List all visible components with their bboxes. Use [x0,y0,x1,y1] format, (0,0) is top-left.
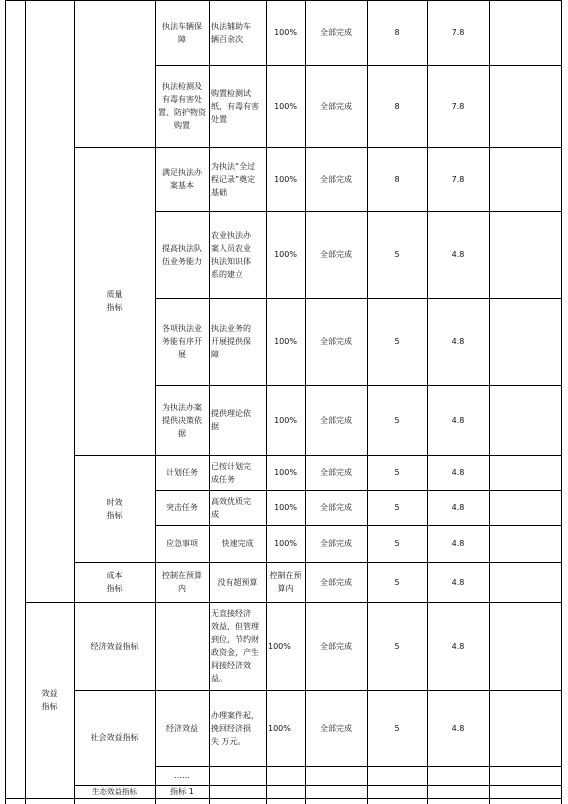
table-cell-note [489,525,561,562]
table-cell-weight: 5 [394,337,400,346]
table-cell-target: 100% [274,101,297,111]
table-cell-actual: 全部完成 [320,174,352,184]
table-cell-indicator: 指标 1 [170,787,194,796]
table-cell-weight: 5 [394,468,400,477]
table-cell-actual: 全部完成 [320,415,352,425]
table-cell-target: 100% [274,503,297,512]
table-cell-actual: 全部完成 [320,723,352,733]
table-cell-score: 4.8 [451,723,465,733]
table-cell-actual: 全部完成 [320,503,352,512]
table-cell-target [266,766,305,785]
table-cell-target [266,785,305,798]
table-cell-content: 无直接经济 效益，但管理 到位，节约财 政资金，产生 间接经济效 益。 [211,609,259,683]
level2-cost: 成本 指标 [106,571,123,593]
table-cell-indicator: 满足执法办 案基本 [162,168,202,190]
table-cell-note [489,65,561,147]
table-cell-actual: 全部完成 [320,641,352,651]
table-cell-score [427,766,489,785]
table-cell-target: 100% [274,174,297,184]
table-cell-content: 快速完成 [221,539,254,548]
table-cell-indicator: 经济效益 [166,723,198,733]
table-cell-content: 执法业务的 开展提供保 障 [211,324,251,359]
table-cell-target: 100% [274,28,297,37]
table-cell-weight [367,766,427,785]
table-cell-indicator: 各项执法业 务能有序开 展 [162,324,202,359]
table-cell-actual: 全部完成 [320,28,352,37]
table-cell-actual: 全部完成 [320,337,352,346]
grid-line [561,0,562,804]
level2-ecological: 生态效益指标 [92,787,137,796]
level1-benefit: 效益 指标 [41,689,58,711]
table-cell-score: 4.8 [451,539,465,548]
table-cell-weight: 5 [394,415,400,425]
table-cell-score: 4.8 [451,250,465,259]
table-cell-content [209,766,266,785]
table-cell-note [489,0,561,65]
table-cell-weight: 5 [394,503,400,512]
table-cell-indicator: 控制在预算 内 [162,571,202,593]
table-cell-score: 4.8 [451,503,465,512]
table-cell-score [427,785,489,798]
table-cell-weight: 5 [394,723,400,733]
table-cell-content: 执法辅助车 辆百余次 [211,21,251,44]
table-cell-actual: 全部完成 [320,577,352,587]
table-cell-note [489,385,561,455]
table-cell-note [489,490,561,525]
table-cell-content: 办理案件起， 挽回经济损 失 万元。 [211,710,259,746]
table-cell-indicator: 突击任务 [166,503,198,512]
table-cell-target: 100% [268,723,291,733]
table-cell-actual: 全部完成 [320,539,352,548]
table-cell-indicator [155,602,209,690]
table-cell-weight: 5 [394,641,400,651]
table-cell-note [489,766,561,785]
table-cell-note [489,785,561,798]
table-cell-content: 已按计划完 成任务 [211,461,251,484]
table-cell-target: 100% [274,539,297,548]
grid-line [5,798,561,799]
table-cell-score: 4.8 [451,468,465,477]
table-cell-note [489,298,561,385]
table-cell-content: 购置检测试 纸，有毒有害 处置 [211,88,259,124]
table-cell-weight: 5 [394,539,400,548]
table-cell-indicator: 计划任务 [166,468,198,477]
table-cell-content: 农业执法办 案人员农业 执法知识体 系的建立 [211,230,251,279]
table-cell-weight: 8 [394,101,400,111]
level2-economic: 经济效益指标 [90,641,139,651]
table-cell-actual [305,766,367,785]
table-cell-actual [305,785,367,798]
table-cell-target: 100% [274,250,297,259]
table-cell-note [489,562,561,602]
table-cell-weight: 5 [394,577,400,587]
table-cell-score: 4.8 [451,641,465,651]
table-cell-score: 4.8 [451,337,465,346]
level2-timeliness: 时效 指标 [106,497,123,520]
table-cell-target: 控制在预 算内 [269,571,302,593]
table-cell-weight [367,785,427,798]
table-cell-content: 提供理论依 据 [211,409,251,431]
table-cell-indicator: 提高执法队 伍业务能力 [162,243,202,266]
table-cell-score: 7.8 [451,101,465,111]
table-cell-actual: 全部完成 [320,250,352,259]
table-cell-indicator: 执法车辆保 障 [162,21,202,44]
level2-social: 社会效益指标 [90,733,139,742]
table-cell-actual: 全部完成 [320,101,352,111]
table-cell-note [489,455,561,490]
table-cell-content: 为执法“全过 程记录”奠定 基础 [211,161,256,197]
table-cell-note [489,602,561,690]
table-cell-target: 100% [274,415,297,425]
table-cell-score: 7.8 [451,174,465,184]
table-cell-weight: 8 [394,28,400,37]
table-cell-content [209,785,266,798]
grid-line [5,0,6,804]
table-cell-score: 7.8 [451,28,465,37]
table-cell-score: 4.8 [451,415,465,425]
table-cell-indicator: 执法检测及 有毒有害处 置、防护物资 购置 [158,82,206,130]
table-cell-weight: 8 [394,174,400,184]
table-cell-note [489,147,561,211]
table-cell-actual: 全部完成 [320,468,352,477]
table-cell-indicator: 应急事项 [166,539,198,548]
table-cell-target: 100% [268,641,291,651]
level2-quality: 质量 指标 [106,290,123,312]
table-cell-indicator: …… [174,771,190,780]
table-cell-indicator: 为执法办案 提供决策依 据 [162,402,202,438]
table-cell-content: 高效优质完 成 [211,496,251,519]
table-cell-target: 100% [274,337,297,346]
table-cell-target: 100% [274,468,297,477]
table-cell-score: 4.8 [451,577,465,587]
table-cell-weight: 5 [394,250,400,259]
table-cell-note [489,211,561,298]
table-cell-content: 没有超预算 [217,577,258,587]
table-cell-note [489,690,561,766]
